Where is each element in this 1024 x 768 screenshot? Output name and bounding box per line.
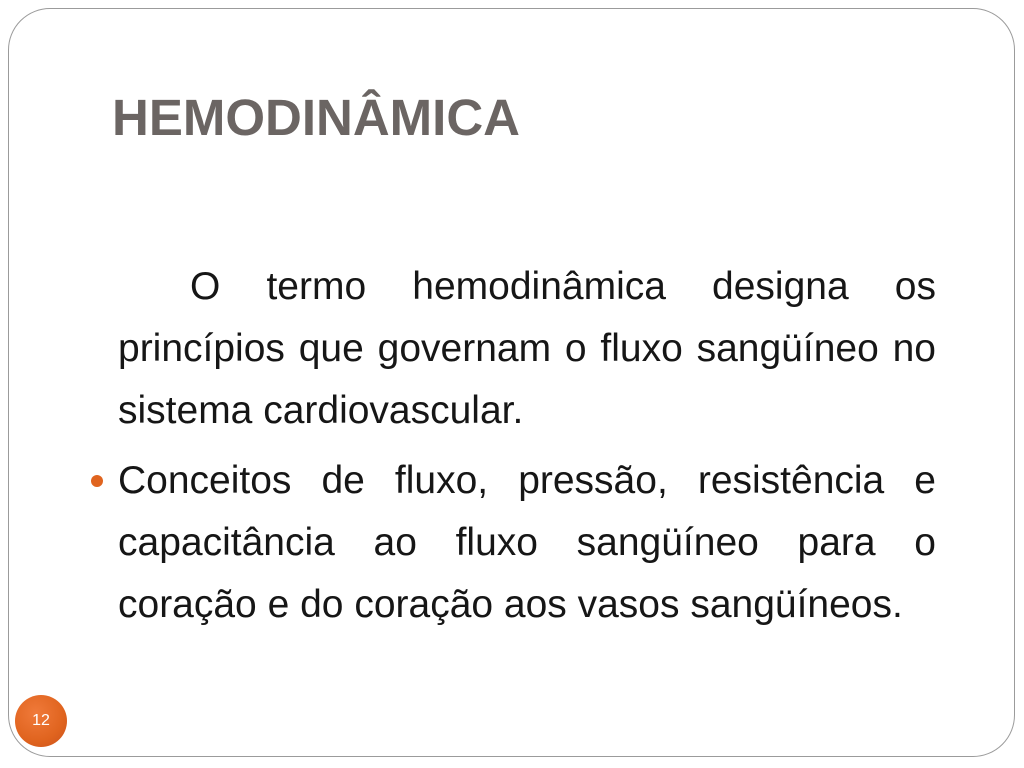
paragraph-line: Conceitos de fluxo, pressão, resistência e — [118, 459, 936, 502]
slide-number-badge: 12 — [15, 695, 67, 747]
body-paragraph — [118, 256, 936, 442]
paragraph-line: coração e do coração aos vasos sangüíneos. — [118, 583, 903, 626]
paragraph-line: capacitância ao fluxo sangüíneo para o — [118, 521, 936, 564]
paragraph-line: sistema cardiovascular. — [118, 389, 524, 432]
paragraph-line: O termo hemodinâmica designa os — [190, 265, 936, 308]
paragraph-line: princípios que governam o fluxo sangüíneo no — [118, 327, 936, 370]
slide-title: HEMODINÂMICA — [112, 89, 520, 146]
bullet-icon — [91, 475, 103, 487]
bullet-paragraph — [118, 450, 936, 636]
